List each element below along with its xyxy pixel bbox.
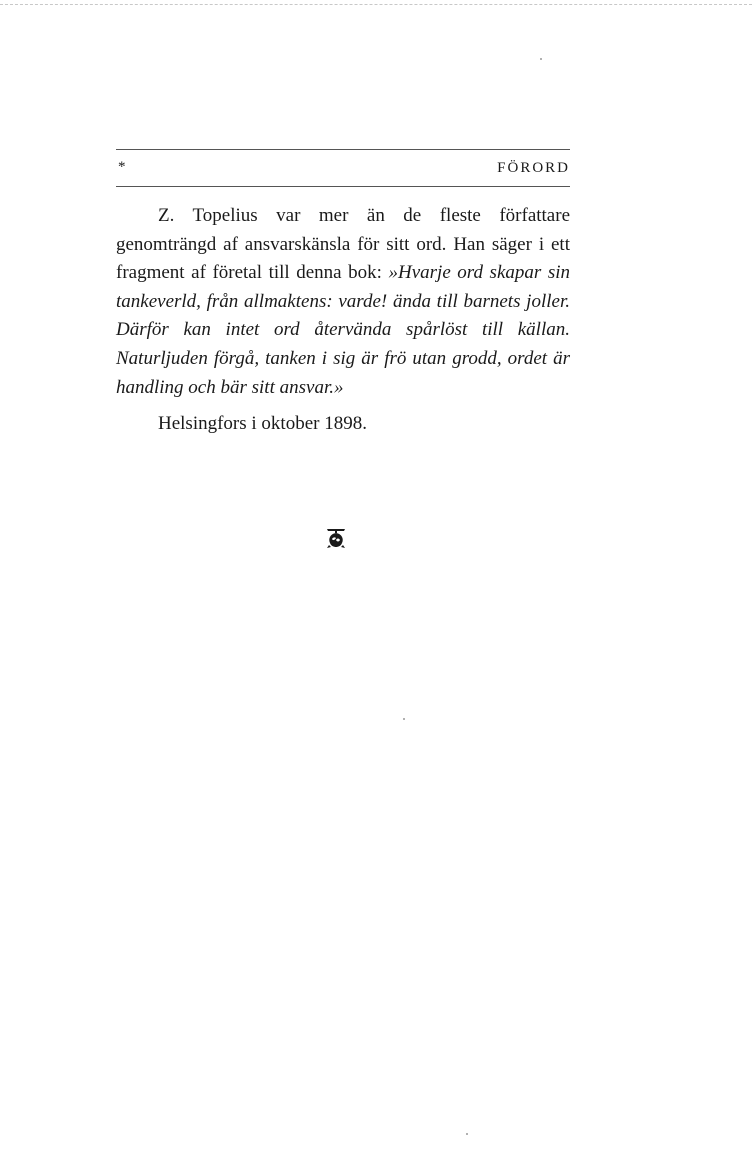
paper-speck [466, 1133, 468, 1135]
foreword-text [116, 202, 570, 439]
floral-vignette-icon [324, 526, 348, 550]
header-asterisk: * [118, 159, 126, 175]
foreword-intro: Z. Topelius var mer än de fleste författare genomträngd af ansvarskänsla för sitt ord. Han säger i ett fragment af företal till denna bok: [116, 205, 570, 284]
topelius-quote: »Hvarje ord skapar sin tankeverld, från allmaktens: varde! ända till barnets joller. Därför kan intet ord återvända spårlöst till källan. Naturljuden förgå, tanken i sig är frö utan grodd, ordet är handling och bär sitt ansvar.» [116, 262, 570, 398]
paper-speck [403, 718, 405, 720]
running-header [116, 149, 570, 187]
page-top-edge [0, 4, 752, 5]
paper-speck [540, 58, 542, 60]
foreword-paragraph [116, 202, 570, 402]
place-and-date: Helsingfors i oktober 1898. [158, 413, 367, 435]
header-title: FÖRORD [497, 160, 570, 176]
